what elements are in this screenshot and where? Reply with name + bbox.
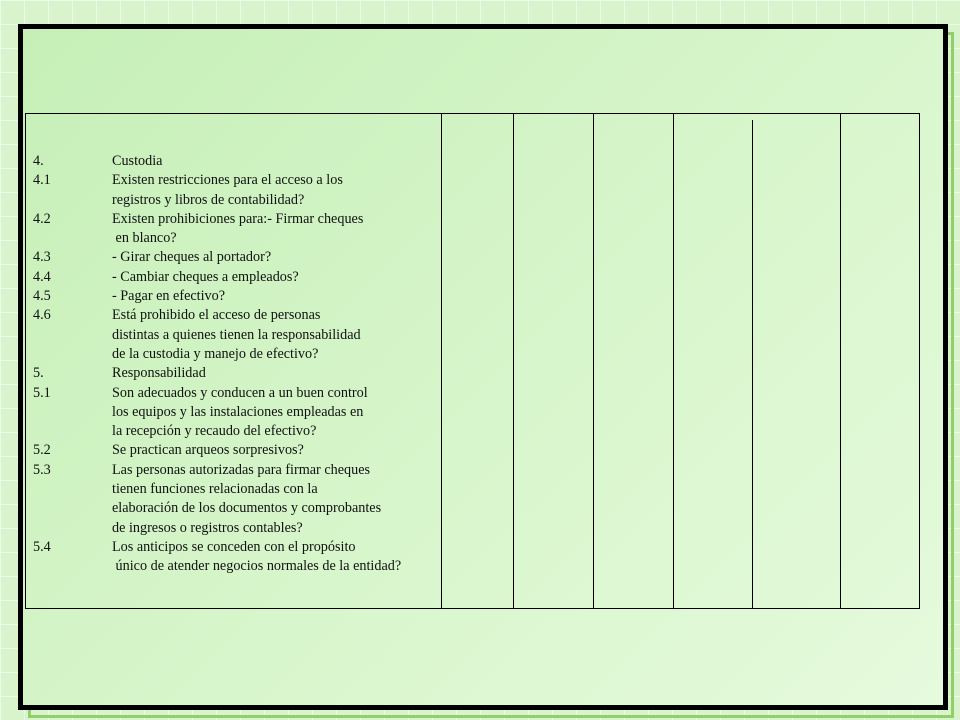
item-number	[33, 499, 112, 518]
column-divider	[441, 114, 442, 608]
item-text: de la custodia y manejo de efectivo?	[112, 345, 319, 362]
item-number	[33, 326, 112, 345]
item-text: Está prohibido el acceso de personas	[112, 307, 321, 324]
item-text: de ingresos o registros contables?	[112, 519, 303, 536]
item-number: 5.3	[33, 461, 51, 478]
table-row	[33, 210, 401, 229]
table-row	[33, 384, 401, 403]
item-text: los equipos y las instalaciones empleadas en	[112, 403, 364, 420]
checklist-table	[25, 113, 920, 609]
item-number	[33, 422, 112, 441]
item-text: registros y libros de contabilidad?	[112, 191, 305, 208]
item-number: 4.5	[33, 288, 51, 305]
item-text: - Cambiar cheques a empleados?	[112, 268, 299, 285]
item-text: Existen restricciones para el acceso a los	[112, 172, 343, 189]
table-row	[33, 480, 401, 499]
item-text: la recepción y recaudo del efectivo?	[112, 423, 317, 440]
item-number	[33, 191, 112, 210]
column-divider	[593, 114, 594, 608]
table-row	[33, 364, 401, 383]
item-text: en blanco?	[112, 230, 177, 247]
item-text: tienen funciones relacionadas con la	[112, 481, 318, 498]
item-text: Existen prohibiciones para:- Firmar cheques	[112, 210, 364, 227]
table-row	[33, 287, 401, 306]
checklist-rows	[33, 152, 401, 577]
column-divider	[513, 114, 514, 608]
table-row	[33, 191, 401, 210]
item-text: Custodia	[112, 153, 163, 169]
table-row	[33, 422, 401, 441]
item-text: Las personas autorizadas para firmar cheques	[112, 461, 371, 478]
item-text: - Pagar en efectivo?	[112, 288, 226, 305]
item-number: 5.2	[33, 442, 51, 459]
item-number	[33, 557, 112, 576]
item-number: 4.	[33, 153, 44, 169]
column-divider	[673, 114, 674, 608]
item-text: Son adecuados y conducen a un buen control	[112, 384, 368, 401]
item-number: 5.	[33, 365, 44, 382]
item-number: 4.3	[33, 249, 51, 266]
item-number: 4.1	[33, 172, 51, 189]
table-row	[33, 461, 401, 480]
table-row	[33, 538, 401, 557]
item-text: único de atender negocios normales de la entidad?	[112, 558, 402, 575]
table-row	[33, 557, 401, 576]
table-row	[33, 248, 401, 267]
item-text: Responsabilidad	[112, 365, 206, 382]
column-divider	[840, 114, 841, 608]
item-text: distintas a quienes tienen la responsabilidad	[112, 326, 361, 343]
column-divider	[752, 120, 753, 608]
item-number	[33, 480, 112, 499]
table-row	[33, 268, 401, 287]
item-number	[33, 519, 112, 538]
item-number	[33, 403, 112, 422]
table-row	[33, 441, 401, 460]
table-row	[33, 499, 401, 518]
table-row	[33, 403, 401, 422]
item-text: Los anticipos se conceden con el propósito	[112, 538, 356, 555]
table-row	[33, 229, 401, 248]
table-row	[33, 519, 401, 538]
item-text: - Girar cheques al portador?	[112, 249, 272, 266]
item-number	[33, 345, 112, 364]
item-number: 4.6	[33, 307, 51, 324]
table-row	[33, 326, 401, 345]
table-row	[33, 152, 401, 171]
item-text: elaboración de los documentos y comprobantes	[112, 500, 382, 517]
table-row	[33, 171, 401, 190]
item-number: 5.4	[33, 538, 51, 555]
item-text: Se practican arqueos sorpresivos?	[112, 442, 304, 459]
table-row	[33, 345, 401, 364]
item-number: 4.4	[33, 268, 51, 285]
item-number: 4.2	[33, 210, 51, 227]
item-number	[33, 229, 112, 248]
item-number: 5.1	[33, 384, 51, 401]
table-row	[33, 306, 401, 325]
